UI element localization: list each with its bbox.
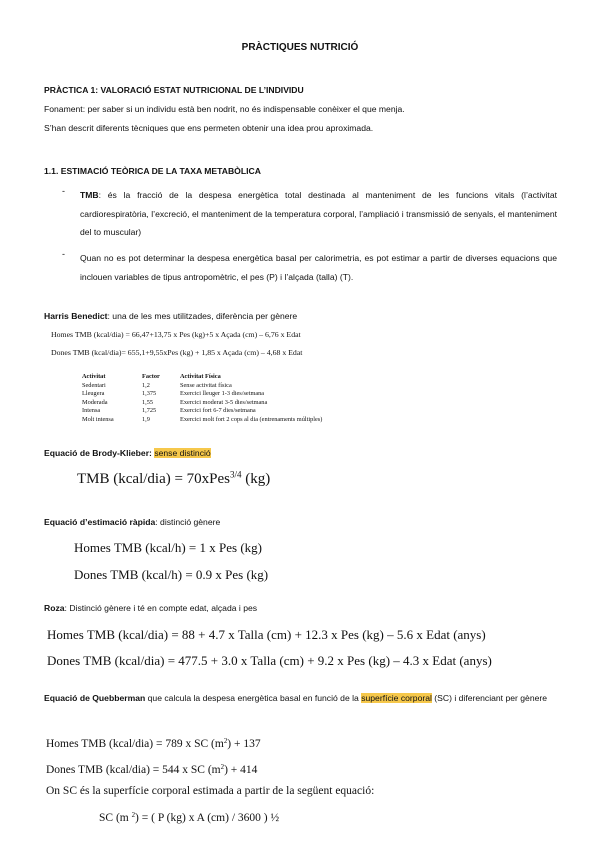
table-row <box>82 416 330 425</box>
method-line <box>44 516 220 528</box>
table-row <box>82 390 330 399</box>
table-header-cell: Factor <box>142 373 160 380</box>
formula-men: Homes TMB (kcal/h) = 1 x Pes (kg) <box>74 540 262 555</box>
formula-text: ) + 137 <box>227 738 261 750</box>
formula-exponent: 2 <box>223 737 228 745</box>
formula-text: ) + 414 <box>224 764 258 776</box>
subsection-heading: 1.1. ESTIMACIÓ TEÒRICA DE LA TAXA METABÒLICA <box>44 166 261 176</box>
bullet-marker: - <box>62 186 65 196</box>
formula-men: Homes TMB (kcal/dia) = 88 + 4.7 x Talla (cm) + 12.3 x Pes (kg) – 5.6 x Edat (anys) <box>47 627 486 642</box>
formula-text: (kg) <box>241 471 271 487</box>
formula-exponent: 3/4 <box>230 469 242 480</box>
method-line <box>44 602 257 614</box>
table-cell: 1,2 <box>142 381 150 389</box>
formula-brody <box>77 471 270 488</box>
method-line <box>44 447 211 459</box>
section-heading: PRÀCTICA 1: VALORACIÓ ESTAT NUTRICIONAL DE L’INDIVIDU <box>44 85 304 95</box>
bullet-text: Quan no es pot determinar la despesa energètica basal per calorimetria, es pot estimar a partir de diverses equacions que inclouen variables de tipus antropomètric, el pes (P) i l’alçada (talla) (T). <box>80 253 557 282</box>
formula-text: ) = ( P (kg) x A (cm) / 3600 ) ½ <box>135 812 280 824</box>
method-desc: : distinció gènere <box>155 517 221 527</box>
table-cell: 1,725 <box>142 407 157 415</box>
formula-exponent: 2 <box>220 763 225 771</box>
table-cell: Moderada <box>82 398 108 406</box>
table-cell: Lleugera <box>82 390 105 398</box>
table-cell: Exercici fort 6-7 dies/setmana <box>180 407 256 415</box>
method-desc: : Distinció gènere i té en compte edat, alçada i pes <box>64 603 258 613</box>
method-label: Equació de Quebberman <box>44 693 146 703</box>
method-desc: (SC) i diferenciant per gènere <box>431 693 548 703</box>
method-label: Roza <box>44 603 65 613</box>
table-header-cell: Activitat <box>82 373 106 380</box>
method-desc: : una de les mes utilitzades, diferència per gènere <box>107 311 298 321</box>
formula-women: Dones TMB (kcal/dia)= 655,1+9,55xPes (kg) + 1,85 x Açada (cm) – 4,68 x Edat <box>51 348 303 357</box>
formula-women <box>46 764 257 776</box>
formula-text: Dones TMB (kcal/dia) = 544 x SC (m <box>46 764 221 776</box>
formula-sc <box>99 812 279 824</box>
highlighted-text: superfície corporal <box>361 693 432 703</box>
formula-text: Homes TMB (kcal/dia) = 789 x SC (m <box>46 738 224 750</box>
formula-text: SC (m <box>99 812 132 824</box>
highlighted-text: sense distinció <box>154 448 211 458</box>
paragraph: Fonament: per saber si un individu està ben nodrit, no és indispensable conèixer el que menja. <box>44 104 405 114</box>
formula-women: Dones TMB (kcal/dia) = 477.5 + 3.0 x Talla (cm) + 9.2 x Pes (kg) – 4.3 x Edat (anys) <box>47 653 492 668</box>
bullet-item <box>80 186 557 242</box>
table-cell: 1,9 <box>142 415 150 423</box>
table-cell: Sedentari <box>82 381 106 389</box>
formula-text: TMB (kcal/dia) = 70xPes <box>77 471 231 487</box>
table-cell: Sense activitat física <box>180 381 232 389</box>
method-desc: que calcula la despesa energètica basal en funció de la <box>145 693 362 703</box>
method-label: Harris Benedict <box>44 311 108 321</box>
formula-note: On SC és la superfície corporal estimada a partir de la següent equació: <box>46 785 375 797</box>
table-row <box>82 407 330 416</box>
paragraph: S’han descrit diferents tècniques que ens permeten obtenir una idea prou aproximada. <box>44 123 374 133</box>
bullet-item <box>80 249 557 286</box>
page-title: PRÀCTIQUES NUTRICIÓ <box>241 42 359 53</box>
table-cell: Exercici moderat 3-5 dies/setmana <box>180 398 268 406</box>
table-cell: Intensa <box>82 407 101 415</box>
table-cell: Molt intensa <box>82 415 114 423</box>
formula-exponent: 2 <box>131 811 136 819</box>
bullet-text: : és la fracció de la despesa energètica total destinada al manteniment de les funcions vitals (l’activitat cardiorespiratòria, l’excreció, el manteniment de la temperatura corporal, l’ampliació i transmissió de senyals, el manteniment del to muscular) <box>80 190 557 237</box>
bullet-marker: - <box>62 249 65 259</box>
table-header-cell: Activitat Física <box>180 373 221 380</box>
bullet-term: TMB <box>80 190 99 200</box>
formula-women: Dones TMB (kcal/h) = 0.9 x Pes (kg) <box>74 567 269 582</box>
table-row <box>82 382 330 391</box>
table-header-row <box>82 373 330 382</box>
formula-men <box>46 738 261 750</box>
table-cell: 1,55 <box>142 398 154 406</box>
table-cell: Exercici lleuger 1-3 dies/setmana <box>180 390 265 398</box>
formula-men: Homes TMB (kcal/dia) = 66,47+13,75 x Pes (kg)+5 x Açada (cm) – 6,76 x Edat <box>51 330 301 339</box>
method-paragraph <box>44 689 557 708</box>
table-cell: 1,375 <box>142 390 157 398</box>
table-row <box>82 399 330 408</box>
method-line <box>44 310 297 322</box>
method-label: Equació de Brody-Klieber: <box>44 448 152 458</box>
activity-table <box>82 373 330 425</box>
method-label: Equació d’estimació ràpida <box>44 517 156 527</box>
table-cell: Exercici molt fort 2 cops al dia (entrenaments múltiples) <box>180 415 323 423</box>
